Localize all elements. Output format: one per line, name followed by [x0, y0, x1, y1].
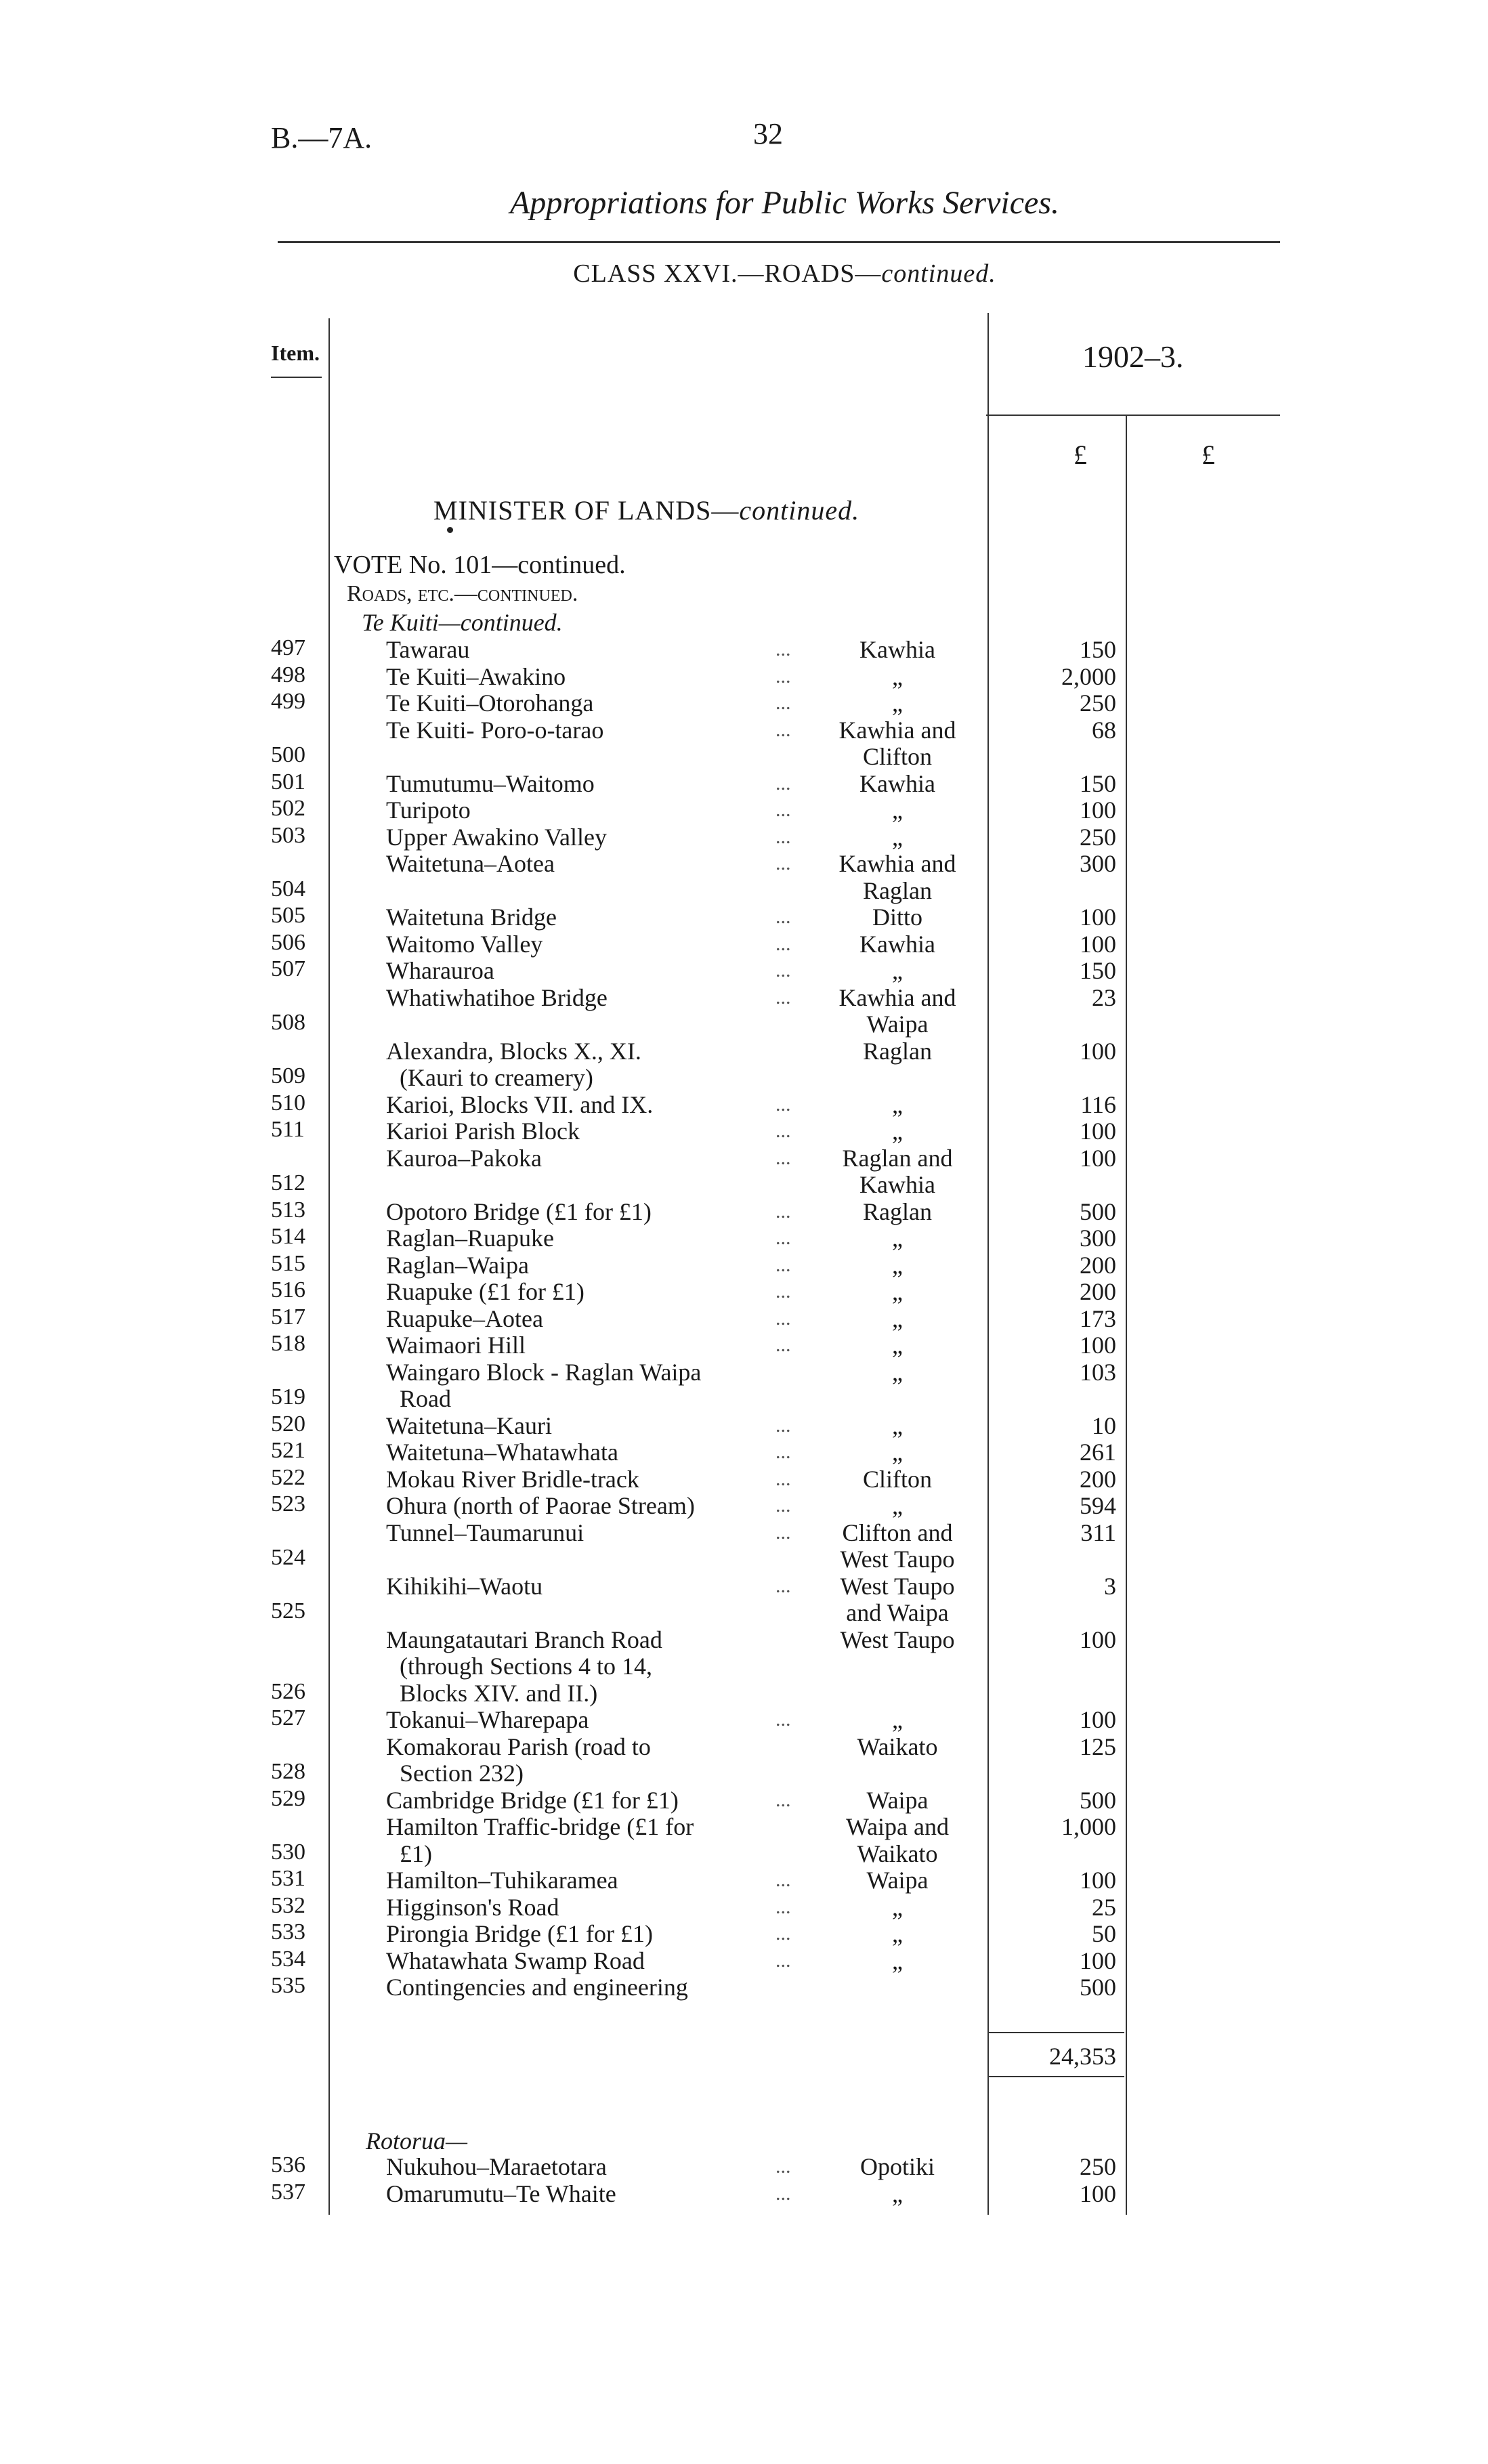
row-item-number: 498	[271, 662, 305, 687]
row-item-number: 499	[271, 689, 305, 714]
row-district: Ditto	[872, 904, 922, 931]
row-district: Raglan	[863, 876, 932, 904]
row-district: „	[892, 2180, 903, 2207]
row-description: Te Kuiti- Poro-o-tarao	[386, 716, 604, 744]
leader-dots: ...	[775, 959, 791, 981]
row-district: „	[892, 1332, 903, 1359]
document-code: B.—7A.	[271, 121, 373, 154]
row-item-number: 506	[271, 929, 305, 955]
year-header-rule	[986, 415, 1280, 416]
row-amount: 100	[1080, 2180, 1116, 2207]
row-item-number: 501	[271, 769, 305, 794]
row-description: Karioi, Blocks VII. and IX.	[386, 1090, 654, 1118]
leader-dots: ...	[775, 1092, 791, 1116]
row-description: Turipoto	[386, 796, 471, 824]
row-district: Clifton	[862, 1465, 932, 1493]
row-description: Mokau River Bridle-track	[386, 1465, 639, 1493]
row-district: Kawhia	[859, 769, 935, 797]
row-description: Opotoro Bridge (£1 for £1)	[386, 1197, 652, 1225]
leader-dots: ...	[775, 638, 791, 660]
row-district: Raglan	[863, 1037, 932, 1065]
row-description: Maungatautari Branch Road	[386, 1626, 662, 1653]
row-amount: 200	[1080, 1465, 1116, 1493]
row-district: Waipa	[866, 1011, 929, 1038]
row-description: Whatawhata Swamp Road	[386, 1947, 645, 1974]
row-amount: 103	[1080, 1358, 1116, 1386]
row-amount: 100	[1080, 1144, 1116, 1172]
row-item-number: 518	[271, 1331, 305, 1356]
row-item-number: 520	[271, 1411, 305, 1437]
row-amount: 2,000	[1061, 662, 1116, 690]
leader-dots: ...	[775, 985, 791, 1008]
row-description: Tumutumu–Waitomo	[386, 769, 595, 797]
leader-dots: ...	[775, 1414, 791, 1437]
row-description: Section 232)	[400, 1760, 524, 1787]
row-district: „	[892, 1278, 903, 1305]
row-district: Kawhia	[859, 930, 935, 958]
row-item-number: 519	[271, 1384, 305, 1409]
minister-heading	[433, 494, 859, 526]
item-column-header: Item.	[271, 341, 320, 365]
row-district: Kawhia	[859, 636, 935, 663]
leader-dots: ...	[775, 852, 791, 874]
row-item-number: 500	[271, 742, 305, 767]
row-amount: 311	[1080, 1518, 1116, 1546]
row-description: Waitomo Valley	[386, 930, 543, 958]
row-item-number: 527	[271, 1705, 305, 1730]
row-description: Whatiwhatihoe Bridge	[386, 983, 608, 1011]
row-amount: 173	[1080, 1304, 1116, 1332]
row-item-number: 515	[271, 1250, 305, 1276]
row-description: Te Kuiti–Awakino	[386, 662, 566, 690]
row-item-number: 502	[271, 796, 305, 821]
row-district: „	[892, 1118, 903, 1145]
row-amount: 68	[1092, 716, 1116, 744]
row-description: Waitetuna–Whatawhata	[386, 1439, 618, 1466]
row-description: Raglan–Waipa	[386, 1251, 530, 1279]
row-item-number: 530	[271, 1839, 305, 1865]
row-description: Wharauroa	[386, 957, 494, 984]
row-amount: 100	[1080, 1332, 1116, 1359]
row-amount: 10	[1092, 1411, 1116, 1439]
row-district: West Taupo	[840, 1626, 955, 1653]
row-item-number: 526	[271, 1678, 305, 1704]
te-kuiti-heading: Te Kuiti—continued.	[362, 609, 563, 636]
row-amount: 200	[1080, 1251, 1116, 1279]
row-district: Raglan and	[842, 1144, 953, 1172]
row-description: Road	[400, 1385, 451, 1412]
row-amount: 250	[1080, 689, 1116, 717]
leader-dots: ...	[775, 906, 791, 928]
class-continued: continued.	[881, 259, 996, 288]
row-district: Opotiki	[859, 2153, 935, 2180]
row-item-number: 516	[271, 1277, 305, 1302]
row-district: Clifton and	[842, 1518, 953, 1546]
leader-dots: ...	[775, 2155, 791, 2178]
row-district: Kawhia and	[838, 850, 956, 877]
row-description: Tawarau	[386, 636, 470, 663]
total-rule-bottom	[989, 2076, 1124, 2077]
row-amount: 500	[1080, 1786, 1116, 1814]
row-item-number: 534	[271, 1946, 305, 1972]
row-amount: 150	[1080, 636, 1116, 663]
rotorua-heading: Rotorua—	[366, 2127, 468, 2154]
row-description: Ohura (north of Paorae Stream)	[386, 1492, 695, 1519]
class-label: CLASS XXVI.—ROADS—	[573, 259, 882, 288]
row-item-number: 521	[271, 1438, 305, 1463]
leader-dots: ...	[775, 1227, 791, 1249]
row-amount: 261	[1080, 1439, 1116, 1466]
row-description: Hamilton Traffic-bridge (£1 for	[386, 1813, 694, 1840]
minister-label: MINISTER OF LANDS—	[433, 495, 740, 526]
leader-dots: ...	[775, 932, 791, 955]
row-description: Higginson's Road	[386, 1893, 559, 1921]
row-district: West Taupo	[840, 1572, 955, 1600]
leader-dots: ...	[775, 1120, 791, 1142]
row-district: Kawhia and	[838, 983, 956, 1011]
row-amount: 100	[1080, 1947, 1116, 1974]
row-description: Ruapuke (£1 for £1)	[386, 1278, 584, 1305]
row-district: „	[892, 796, 903, 824]
row-description: Waitetuna–Aotea	[386, 850, 555, 877]
page-number: 32	[753, 117, 783, 150]
row-district: Raglan	[863, 1197, 932, 1225]
row-amount: 594	[1080, 1492, 1116, 1519]
row-description: Blocks XIV. and II.)	[400, 1679, 598, 1707]
row-item-number: 535	[271, 1973, 305, 1998]
leader-dots: ...	[775, 799, 791, 821]
row-description: Kihikihi–Waotu	[386, 1572, 543, 1600]
row-item-number: 531	[271, 1866, 305, 1891]
row-description: Kauroa–Pakoka	[386, 1144, 542, 1172]
row-district: „	[892, 1893, 903, 1921]
row-description: (through Sections 4 to 14,	[400, 1653, 652, 1680]
row-description: Pirongia Bridge (£1 for £1)	[386, 1920, 653, 1947]
bullet-mark	[447, 527, 453, 533]
row-district: „	[892, 1251, 903, 1279]
leader-dots: ...	[775, 825, 791, 848]
leader-dots: ...	[775, 1949, 791, 1972]
row-district: „	[892, 823, 903, 851]
row-description: Tunnel–Taumarunui	[386, 1518, 584, 1546]
leader-dots: ...	[775, 1467, 791, 1490]
row-amount: 100	[1080, 1118, 1116, 1145]
row-amount: 116	[1080, 1090, 1116, 1118]
row-item-number: 509	[271, 1063, 305, 1088]
leader-dots: ...	[775, 718, 791, 741]
row-item-number: 522	[271, 1464, 305, 1490]
row-district: „	[892, 1358, 903, 1386]
row-district: Kawhia	[859, 1171, 935, 1198]
row-item-number: 504	[271, 876, 305, 901]
row-item-number: 523	[271, 1491, 305, 1516]
row-district: Kawhia and	[838, 716, 956, 744]
row-amount: 125	[1080, 1733, 1116, 1760]
row-district: Waikato	[857, 1733, 938, 1760]
row-item-number: 512	[271, 1170, 305, 1195]
amount-column-divider	[1126, 415, 1127, 2215]
row-amount: 50	[1092, 1920, 1116, 1947]
row-amount: 100	[1080, 1867, 1116, 1894]
leader-dots: ...	[775, 692, 791, 714]
row-district: Waikato	[857, 1840, 938, 1867]
row-description: Waimaori Hill	[386, 1332, 526, 1359]
leader-dots: ...	[775, 1441, 791, 1463]
row-amount: 150	[1080, 769, 1116, 797]
leader-dots: ...	[775, 1574, 791, 1597]
row-description: Waitetuna Bridge	[386, 904, 557, 931]
row-amount: 100	[1080, 796, 1116, 824]
item-header-rule	[271, 377, 322, 378]
row-description: Waingaro Block - Raglan Waipa	[386, 1358, 702, 1386]
leader-dots: ...	[775, 1869, 791, 1891]
row-district: „	[892, 1090, 903, 1118]
class-heading	[0, 259, 1488, 289]
row-item-number: 510	[271, 1090, 305, 1116]
row-description: Ruapuke–Aotea	[386, 1304, 543, 1332]
vote-heading: VOTE No. 101—continued.	[334, 551, 626, 579]
row-description: Nukuhou–Maraetotara	[386, 2153, 607, 2180]
row-item-number: 503	[271, 822, 305, 848]
row-item-number: 528	[271, 1759, 305, 1784]
leader-dots: ...	[775, 1895, 791, 1918]
row-amount: 25	[1092, 1893, 1116, 1921]
row-item-number: 513	[271, 1197, 305, 1223]
row-description: Karioi Parish Block	[386, 1118, 580, 1145]
leader-dots: ...	[775, 1521, 791, 1544]
row-description: (Kauri to creamery)	[400, 1064, 593, 1091]
row-description: £1)	[400, 1840, 432, 1867]
row-amount: 100	[1080, 930, 1116, 958]
leader-dots: ...	[775, 1334, 791, 1356]
row-amount: 300	[1080, 850, 1116, 877]
leader-dots: ...	[775, 1788, 791, 1811]
row-item-number: 511	[271, 1117, 305, 1142]
row-district: „	[892, 1304, 903, 1332]
row-amount: 23	[1092, 983, 1116, 1011]
row-description: Te Kuiti–Otorohanga	[386, 689, 594, 717]
row-amount: 3	[1104, 1572, 1116, 1600]
leader-dots: ...	[775, 1922, 791, 1945]
row-amount: 500	[1080, 1974, 1116, 2001]
row-amount: 100	[1080, 1706, 1116, 1733]
leader-dots: ...	[775, 1708, 791, 1730]
row-amount: 100	[1080, 1626, 1116, 1653]
row-item-number: 529	[271, 1785, 305, 1811]
leader-dots: ...	[775, 1280, 791, 1302]
row-item-number: 514	[271, 1224, 305, 1249]
leader-dots: ...	[775, 1494, 791, 1516]
row-district: Waipa	[866, 1786, 929, 1814]
row-district: „	[892, 1920, 903, 1947]
district-column-divider	[987, 313, 989, 2215]
item-column-divider	[328, 318, 330, 2215]
row-item-number: 537	[271, 2179, 305, 2205]
row-district: Waipa and	[845, 1813, 950, 1840]
row-district: „	[892, 1492, 903, 1519]
row-item-number: 533	[271, 1919, 305, 1945]
row-description: Contingencies and engineering	[386, 1974, 688, 2001]
row-item-number: 517	[271, 1304, 305, 1330]
row-item-number: 497	[271, 635, 305, 660]
row-district: „	[892, 1947, 903, 1974]
row-description: Cambridge Bridge (£1 for £1)	[386, 1786, 679, 1814]
leader-dots: ...	[775, 664, 791, 687]
row-description: Tokanui–Wharepapa	[386, 1706, 589, 1733]
leader-dots: ...	[775, 1199, 791, 1223]
row-description: Hamilton–Tuhikaramea	[386, 1867, 618, 1894]
row-district: „	[892, 1706, 903, 1733]
row-item-number: 508	[271, 1010, 305, 1035]
row-amount: 250	[1080, 823, 1116, 851]
minister-continued: continued.	[739, 495, 860, 526]
currency-symbol-2: £	[1202, 440, 1215, 470]
row-amount: 1,000	[1061, 1813, 1116, 1840]
row-district: „	[892, 1411, 903, 1439]
row-amount: 100	[1080, 1037, 1116, 1065]
row-item-number: 525	[271, 1598, 305, 1623]
row-district: West Taupo	[840, 1546, 955, 1573]
leader-dots: ...	[775, 2182, 791, 2205]
section-total: 24,353	[1049, 2043, 1116, 2070]
row-district: Waipa	[866, 1867, 929, 1894]
total-rule-top	[989, 2032, 1124, 2033]
row-item-number: 532	[271, 1892, 305, 1918]
row-amount: 200	[1080, 1278, 1116, 1305]
leader-dots: ...	[775, 1146, 791, 1169]
year-header: 1902–3.	[1082, 339, 1184, 374]
leader-dots: ...	[775, 1307, 791, 1330]
row-description: Komakorau Parish (road to	[386, 1733, 651, 1760]
row-item-number: 507	[271, 956, 305, 981]
roads-heading: Roads, etc.—continued.	[347, 581, 578, 606]
row-district: „	[892, 957, 903, 984]
leader-dots: ...	[775, 1253, 791, 1276]
row-district: Clifton	[862, 743, 932, 770]
row-district: and Waipa	[846, 1599, 949, 1626]
row-description: Raglan–Ruapuke	[386, 1225, 554, 1252]
row-district: „	[892, 1439, 903, 1466]
currency-symbol-1: £	[1074, 440, 1087, 470]
row-amount: 250	[1080, 2153, 1116, 2180]
row-description: Alexandra, Blocks X., XI.	[386, 1037, 641, 1065]
leader-dots: ...	[775, 771, 791, 794]
row-item-number: 524	[271, 1545, 305, 1570]
page-title: Appropriations for Public Works Services.	[509, 185, 1060, 221]
row-amount: 150	[1080, 957, 1116, 984]
row-district: „	[892, 1225, 903, 1252]
row-description: Upper Awakino Valley	[386, 823, 607, 851]
row-amount: 100	[1080, 904, 1116, 931]
row-amount: 300	[1080, 1225, 1116, 1252]
row-description: Omarumutu–Te Whaite	[386, 2180, 616, 2207]
row-amount: 500	[1080, 1197, 1116, 1225]
row-district: „	[892, 689, 903, 717]
row-item-number: 505	[271, 903, 305, 928]
row-district: „	[892, 662, 903, 690]
header-rule	[278, 241, 1280, 243]
row-item-number: 536	[271, 2152, 305, 2178]
row-description: Waitetuna–Kauri	[386, 1411, 553, 1439]
